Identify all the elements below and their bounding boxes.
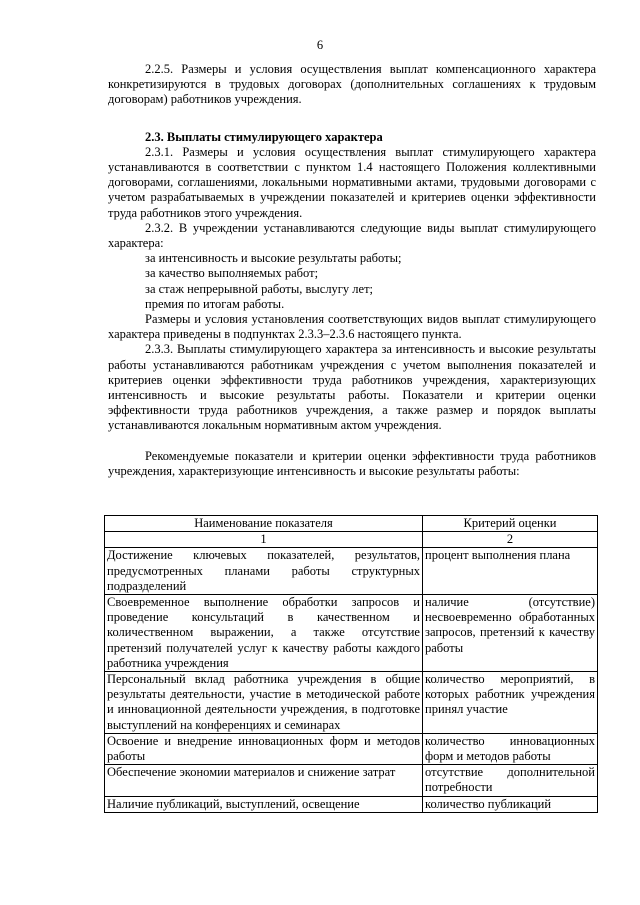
indicator-cell: Своевременное выполнение обработки запросов и проведение консультаций в качественном и количественном выражении, а также отсутствие претензий получателей услуг к качеству работы каждого работника учреждения [105,595,423,672]
paragraph-2-3-2-sizes: Размеры и условия установления соответствующих видов выплат стимулирующего характера приведены в подпунктах 2.3.3–2.3.6 настоящего пункта. [108,312,596,342]
table-number-row [105,532,598,548]
page-number: 6 [316,38,324,52]
paragraph-2-2-5: 2.2.5. Размеры и условия осуществления выплат компенсационного характера конкретизируются в трудовых договорах (дополнительных соглашениях к трудовым договорам) работников учреждения. [108,62,596,107]
header-criterion: Критерий оценки [423,516,598,532]
paragraph-2-3-1: 2.3.1. Размеры и условия осуществления выплат стимулирующего характера устанавливаются в соответствии с пунктом 1.4 настоящего Положения коллективными договорами, соглашениями, локальными нормативными актами, трудовыми договорами с учетом разрабатываемых в учреждении показателей и критериев оценки эффективности труда работников этого учреждения. [108,144,596,220]
column-number: 2 [423,532,598,548]
table-row [105,548,598,595]
paragraph-2-3-2: 2.3.2. В учреждении устанавливаются следующие виды выплат стимулирующего характера: [108,220,596,251]
list-item: премия по итогам работы. [145,296,285,311]
indicator-cell: Персональный вклад работника учреждения в общие результаты деятельности, участие в методической работе и инновационной деятельности учреждения, в подготовке выступлений на конференциях и семинарах [105,672,423,734]
paragraph-2-3-3: 2.3.3. Выплаты стимулирующего характера за интенсивность и высокие результаты работы устанавливаются работникам учреждения с учетом выполнения показателей и критериев оценки эффективности труда работников учреждения, характеризующих интенсивность и высокие результаты работы. Показатели и критерии оценки эффективности труда работников учреждения, а также размер и порядок выплаты устанавливаются локальным нормативным актом учреждения. [108,342,596,433]
criteria-table [104,515,598,813]
criterion-cell: отсутствие дополнительной потребности [423,765,598,796]
criterion-cell: наличие (отсутствие) несвоевременно обработанных запросов, претензий к качеству работы [423,595,598,672]
table-header-row [105,516,598,532]
payment-types-list [108,251,596,312]
table-row [105,595,598,672]
table-row [105,672,598,734]
document-body [108,62,596,479]
indicator-cell: Освоение и внедрение инновационных форм и методов работы [105,733,423,764]
paragraph-recommended: Рекомендуемые показатели и критерии оценки эффективности труда работников учреждения, характеризующие интенсивность и высокие результаты работы: [108,448,596,478]
list-item: за качество выполняемых работ; [145,266,319,281]
criterion-cell: количество инновационных форм и методов работы [423,733,598,764]
table-row [105,796,598,812]
criterion-cell: количество публикаций [423,796,598,812]
criterion-cell: процент выполнения плана [423,548,598,595]
indicator-cell: Достижение ключевых показателей, результатов, предусмотренных планами работы структурных подразделений [105,548,423,595]
header-indicator: Наименование показателя [105,516,423,532]
table-row [105,765,598,796]
section-heading-2-3: 2.3. Выплаты стимулирующего характера [145,129,383,144]
table-row [105,733,598,764]
list-item: за стаж непрерывной работы, выслугу лет; [145,281,374,296]
indicator-cell: Обеспечение экономии материалов и снижение затрат [105,765,423,796]
indicator-cell: Наличие публикаций, выступлений, освещение [105,796,423,812]
list-item: за интенсивность и высокие результаты работы; [145,251,402,266]
column-number: 1 [105,532,423,548]
criterion-cell: количество мероприятий, в которых работник учреждения принял участие [423,672,598,734]
